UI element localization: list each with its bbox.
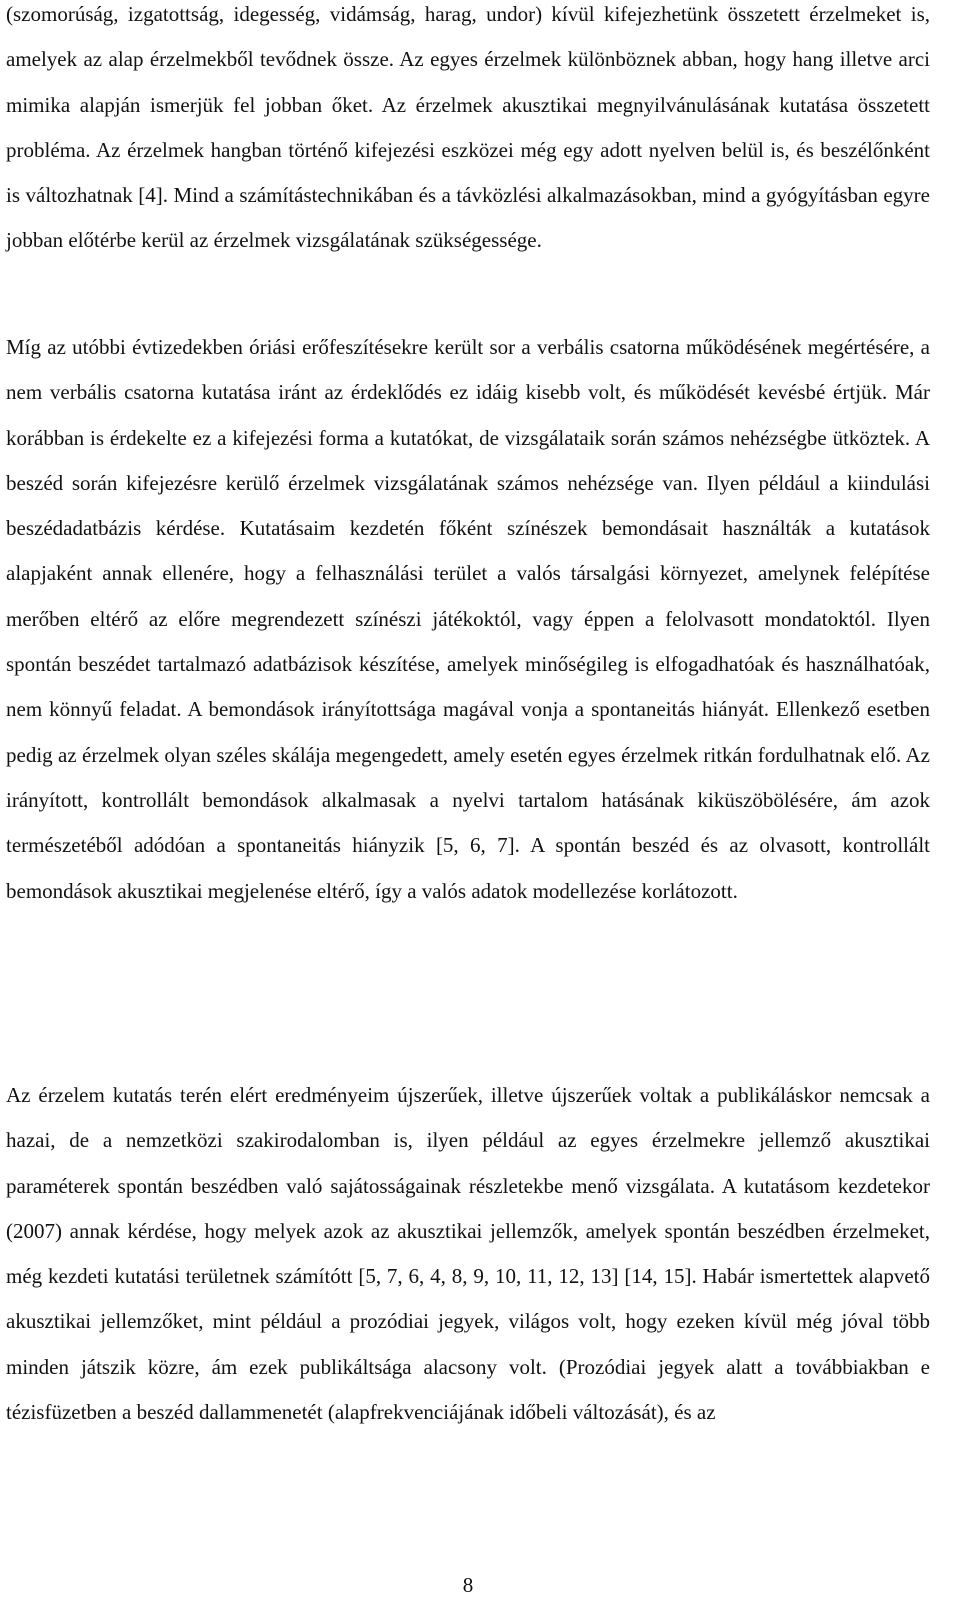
body-paragraph-1: (szomorúság, izgatottság, idegesség, vidámság, harag, undor) kívül kifejezhetünk összetett érzelmeket is, amelyek az alap érzelmekből tevődnek össze. Az egyes érzelmek különböznek abban, hogy hang illetve arci mimika alapján ismerjük fel jobban őket. Az érzelmek akusztikai megnyilvánulásának kutatása összetett probléma. Az érzelmek hangban történő kifejezési eszközei még egy adott nyelven belül is, és beszélőnként is változhatnak [4]. Mind a számítástechnikában és a távközlési alkalmazásokban, mind a gyógyításban egyre jobban előtérbe kerül az érzelmek vizsgálatának szükségessége. <box>6 2 930 253</box>
page-number: 8 <box>462 1573 474 1597</box>
body-paragraph-2: Míg az utóbbi évtizedekben óriási erőfeszítésekre került sor a verbális csatorna működésének megértésére, a nem verbális csatorna kutatása iránt az érdeklődés ez idáig kisebb volt, és működését kevésbé értjük. Már korábban is érdekelte ez a kifejezési forma a kutatókat, de vizsgálataik során számos nehézségbe ütköztek. A beszéd során kifejezésre kerülő érzelmek vizsgálatának számos nehézsége van. Ilyen például a kiindulási beszédadatbázis kérdése. Kutatásaim kezdetén főként színészek bemondásait használták a kutatások alapjaként annak ellenére, hogy a felhasználási terület a valós társalgási környezet, amelynek felépítése merőben eltérő az előre megrendezett színészi játékoktól, vagy éppen a felolvasott mondatoktól. Ilyen spontán beszédet tartalmazó adatbázisok készítése, amelyek minőségileg is elfogadhatóak és használhatóak, nem könnyű feladat. A bemondások irányítottsága magával vonja a spontaneitás hiányát. Ellenkező esetben pedig az érzelmek olyan széles skálája megengedett, amely esetén egyes érzelmek ritkán fordulhatnak elő. Az irányított, kontrollált bemondások alkalmasak a nyelvi tartalom hatásának kiküszöbölésére, ám azok természetéből adódóan a spontaneitás hiányzik [5, 6, 7]. A spontán beszéd és az olvasott, kontrollált bemondások akusztikai megjelenése eltérő, így a valós adatok modellezése korlátozott. <box>6 335 930 903</box>
body-paragraph-3: Az érzelem kutatás terén elért eredményeim újszerűek, illetve újszerűek voltak a publikáláskor nemcsak a hazai, de a nemzetközi szakirodalomban is, ilyen például az egyes érzelmekre jellemző akusztikai paraméterek spontán beszédben való sajátosságainak részletekbe menő vizsgálata. A kutatásom kezdetekor (2007) annak kérdése, hogy melyek azok az akusztikai jellemzők, amelyek spontán beszédben érzelmeket, még kezdeti kutatási területnek számítótt [5, 7, 6, 4, 8, 9, 10, 11, 12, 13] [14, 15]. Habár ismertettek alapvető akusztikai jellemzőket, mint például a prozódiai jegyek, világos volt, hogy ezeken kívül még jóval több minden játszik közre, ám ezek publikáltsága alacsony volt. (Prozódiai jegyek alatt a továbbiakban e tézisfüzetben a beszéd dallammenetét (alapfrekvenciájának időbeli változását), és az <box>6 1083 930 1425</box>
